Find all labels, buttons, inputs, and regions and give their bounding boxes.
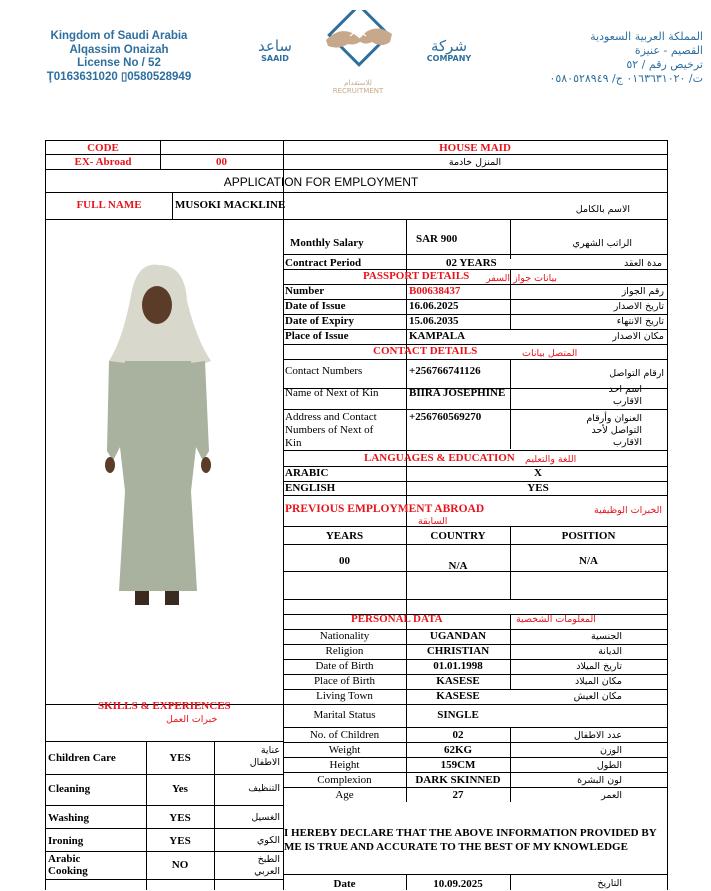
monthly-salary-ar: الراتب الشهري xyxy=(572,238,632,249)
children-label: No. of Children xyxy=(309,729,380,741)
logo-brand-left xyxy=(256,38,294,63)
weight-value: 62KG xyxy=(443,744,473,756)
position-title: HOUSE MAID xyxy=(439,142,511,154)
pob-label: Place of Birth xyxy=(313,675,376,687)
passport-place-ar: مكان الاصدار xyxy=(612,331,664,342)
prev-emp-country-value: N/A xyxy=(448,560,468,572)
prev-emp-position-value: N/A xyxy=(579,555,598,567)
skills-heading-ar: خبرات العمل xyxy=(166,714,218,725)
age-ar: العمر xyxy=(601,790,622,801)
dob-label: Date of Birth xyxy=(315,660,374,672)
personal-heading-ar: المعلومات الشخصية xyxy=(516,614,596,625)
applicant-photo xyxy=(47,221,281,621)
prev-emp-heading: PREVIOUS EMPLOYMENT ABROAD xyxy=(285,503,485,515)
nationality-value: UGANDAN xyxy=(429,630,487,642)
age-value: 27 xyxy=(452,789,464,801)
skill-washing-value: YES xyxy=(169,812,191,824)
prev-emp-years-value: 00 xyxy=(339,555,350,567)
complexion-ar: لون البشرة xyxy=(577,775,622,786)
form-title: APPLICATION FOR EMPLOYMENT xyxy=(223,175,419,189)
application-form xyxy=(45,140,668,890)
passport-number-label: Number xyxy=(285,285,325,297)
weight-ar: الوزن xyxy=(599,745,622,756)
header-license: License No / 52 xyxy=(77,57,161,69)
logo-company-ar: شركة xyxy=(430,37,468,55)
skill-arabic-cooking-ar-2: العربي xyxy=(254,866,280,877)
header-license-ar: ترخيص رقم / ٥٢ xyxy=(626,58,703,71)
logo-company-right xyxy=(424,38,474,63)
full-name-ar: الاسم بالكامل xyxy=(575,204,630,215)
skill-ironing-ar: الكوي xyxy=(256,835,280,846)
passport-issue-value: 16.06.2025 xyxy=(409,300,459,312)
skill-ironing-label: Ironing xyxy=(48,835,84,847)
contact-numbers-ar: ارقام التواصل xyxy=(609,368,664,379)
address-ar-3: الاقارب xyxy=(612,437,642,448)
skill-children-care-value: YES xyxy=(169,752,191,764)
contact-numbers-label: Contact Numbers xyxy=(285,365,363,377)
dob-ar: تاريخ الميلاد xyxy=(576,661,622,672)
skill-children-care-label: Children Care xyxy=(48,752,116,764)
skill-washing-ar: الغسيل xyxy=(251,812,280,823)
passport-expiry-label: Date of Expiry xyxy=(285,315,355,327)
children-value: 02 xyxy=(452,729,464,741)
recruitment-ar: للاستقدام xyxy=(344,79,372,87)
children-ar: عدد الاطفال xyxy=(573,730,622,741)
address-label-3: Kin xyxy=(285,437,302,449)
full-name-value: MUSOKI MACKLINE xyxy=(175,199,286,211)
language-english-value: YES xyxy=(527,482,549,494)
skill-cleaning-value: Yes xyxy=(172,783,188,795)
skill-cleaning-ar: التنظيف xyxy=(248,783,280,794)
complexion-label: Complexion xyxy=(317,774,372,786)
recruitment-en: RECRUITMENT xyxy=(332,87,384,95)
address-label-1: Address and Contact xyxy=(285,411,377,423)
contact-heading: CONTACT DETAILS xyxy=(373,345,478,357)
complexion-value: DARK SKINNED xyxy=(415,774,501,786)
header-arabic-block xyxy=(478,30,703,86)
handshake-logo-icon xyxy=(318,10,400,76)
age-label: Age xyxy=(335,789,354,801)
passport-expiry-value: 15.06.2035 xyxy=(409,315,459,327)
languages-heading-ar: اللغة والتعليم xyxy=(525,454,577,465)
prev-emp-col-country: COUNTRY xyxy=(430,530,486,542)
skill-arabic-cooking-value: NO xyxy=(171,859,189,871)
date-ar: التاريخ xyxy=(597,878,622,889)
language-arabic-value: X xyxy=(534,467,542,479)
nationality-label: Nationality xyxy=(319,630,370,642)
monthly-salary-value: SAR 900 xyxy=(416,233,458,245)
height-ar: الطول xyxy=(596,760,622,771)
nationality-ar: الجنسية xyxy=(591,631,622,642)
logo-company-en: COMPANY xyxy=(426,54,472,63)
skill-ironing-value: YES xyxy=(169,835,191,847)
passport-number-ar: رقم الجواز xyxy=(621,286,664,297)
contract-period-ar: مدة العقد xyxy=(624,258,662,269)
code-label: CODE xyxy=(87,142,119,154)
passport-heading: PASSPORT DETAILS xyxy=(363,270,470,282)
header-phones: Ţ0163631020 ▯0580528949 xyxy=(46,70,192,83)
ex-abroad-label: EX- Abroad xyxy=(74,156,132,168)
skill-washing-label: Washing xyxy=(48,812,89,824)
skill-arabic-cooking-label: Arabic Cooking xyxy=(48,853,88,877)
contract-period-label: Contract Period xyxy=(285,257,362,269)
skill-children-care-ar-1: عناية xyxy=(260,745,280,756)
header-country: Kingdom of Saudi Arabia xyxy=(50,30,188,42)
contact-numbers-value: +256766741126 xyxy=(409,365,481,377)
header-country-ar: المملكة العربية السعودية xyxy=(590,30,703,43)
next-of-kin-label: Name of Next of Kin xyxy=(285,387,379,399)
logo-recruitment-caption xyxy=(326,79,390,95)
logo-brand-ar: ساعد xyxy=(258,37,292,55)
height-value: 159CM xyxy=(440,759,476,771)
prev-emp-col-position: POSITION xyxy=(561,530,616,542)
prev-emp-heading-ar-2: السابقة xyxy=(418,516,448,527)
date-label: Date xyxy=(333,878,356,890)
pob-ar: مكان الميلاد xyxy=(574,676,622,687)
declaration-line-1: I HEREBY DECLARE THAT THE ABOVE INFORMATION PROVIDED BY xyxy=(284,827,657,839)
next-of-kin-value: BIIRA JOSEPHINE xyxy=(409,387,506,399)
weight-label: Weight xyxy=(328,744,361,756)
header-city: Alqassim Onaizah xyxy=(69,43,169,56)
full-name-label: FULL NAME xyxy=(76,199,142,211)
address-ar-1: العنوان وأرقام xyxy=(586,413,642,424)
prev-emp-heading-ar-1: الخبرات الوظيفية xyxy=(593,505,662,516)
skills-heading: SKILLS & EXPERIENCES xyxy=(98,700,231,712)
header-english-block xyxy=(14,30,224,84)
skill-cleaning-label: Cleaning xyxy=(48,783,91,795)
address-value: +256760569270 xyxy=(409,411,482,423)
date-value: 10.09.2025 xyxy=(433,878,483,890)
ex-abroad-value: 00 xyxy=(216,156,227,168)
position-title-ar: المنزل خادمة xyxy=(448,157,502,168)
pob-value: KASESE xyxy=(436,675,480,687)
personal-heading: PERSONAL DATA xyxy=(351,613,443,625)
next-of-kin-ar-2: الاقارب xyxy=(612,396,642,407)
declaration-line-2: ME IS TRUE AND ACCURATE TO THE BEST OF MY KNOWLEDGE xyxy=(284,841,628,853)
logo-brand-en: SAAID xyxy=(261,54,289,63)
next-of-kin-ar-1: اسم احد xyxy=(608,384,642,395)
address-ar-2: التواصل لأحد xyxy=(591,425,642,436)
contact-heading-ar: المتصل بيانات xyxy=(522,348,578,359)
skill-children-care-ar-2: الاطفال xyxy=(249,757,280,768)
header-phones-ar: ت/ ٠١٦٣٦٣١٠٢٠ ج/ ٠٥٨٠٥٢٨٩٤٩ xyxy=(549,72,703,85)
language-arabic-label: ARABIC xyxy=(285,467,329,479)
passport-place-label: Place of Issue xyxy=(285,330,349,342)
passport-place-value: KAMPALA xyxy=(409,330,466,342)
languages-heading: LANGUAGES & EDUCATION xyxy=(364,452,515,464)
religion-value: CHRISTIAN xyxy=(426,645,490,657)
passport-expiry-ar: تاريخ الانتهاء xyxy=(616,316,664,327)
marital-status-value: SINGLE xyxy=(437,709,479,721)
religion-label: Religion xyxy=(325,645,364,657)
religion-ar: الديانة xyxy=(598,646,622,657)
height-label: Height xyxy=(329,759,360,771)
monthly-salary-label: Monthly Salary xyxy=(290,237,364,249)
living-town-value: KASESE xyxy=(436,690,480,702)
contract-period-value: 02 YEARS xyxy=(446,257,497,269)
dob-value: 01.01.1998 xyxy=(433,660,483,672)
marital-status-label: Marital Status xyxy=(313,709,376,721)
address-label-2: Numbers of Next of xyxy=(285,424,374,436)
skill-arabic-cooking-ar-1: الطبخ xyxy=(257,854,280,865)
passport-issue-label: Date of Issue xyxy=(285,300,346,312)
header-city-ar: القصيم - عنيزة xyxy=(634,44,703,57)
passport-number-value: B00638437 xyxy=(409,285,461,297)
prev-emp-col-years: YEARS xyxy=(325,530,364,542)
passport-heading-ar: بيانات جواز السفر xyxy=(486,273,557,284)
language-english-label: ENGLISH xyxy=(285,482,336,494)
living-town-label: Living Town xyxy=(316,690,373,702)
living-town-ar: مكان العيش xyxy=(573,691,622,702)
passport-issue-ar: تاريخ الاصدار xyxy=(613,301,664,312)
